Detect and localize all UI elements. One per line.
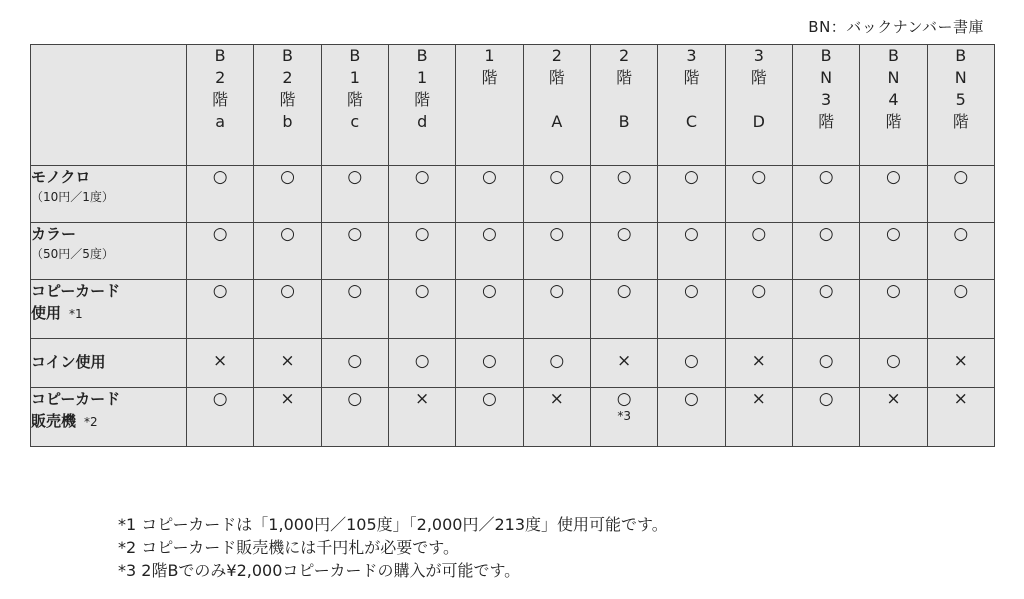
table-cell: ○ xyxy=(321,223,388,280)
column-header-b1d: B 1 階 d xyxy=(388,45,455,166)
footnotes xyxy=(118,513,668,582)
table-cell: ○ xyxy=(456,280,523,339)
table-cell: ○ xyxy=(792,166,859,223)
row-label-color: カラー （50円／5度） xyxy=(31,223,187,280)
copy-service-table xyxy=(30,44,995,447)
table-cell: ○ xyxy=(388,280,455,339)
column-header-b1c: B 1 階 c xyxy=(321,45,388,166)
row-card-vending-machine xyxy=(31,388,995,447)
header-row xyxy=(31,45,995,166)
table-cell: ○ xyxy=(321,388,388,447)
table-cell: ○ xyxy=(792,388,859,447)
corner-cell xyxy=(31,45,187,166)
table-cell: ○ xyxy=(523,339,590,388)
legend-bn: BN：バックナンバー書庫 xyxy=(808,18,984,36)
row-label-card-vending-machine: コピーカード 販売機 *2 xyxy=(31,388,187,447)
table-cell: ○ xyxy=(388,223,455,280)
table-cell: ○ xyxy=(187,223,254,280)
table-cell: ○ xyxy=(658,166,725,223)
row-color xyxy=(31,223,995,280)
table-cell: ○ xyxy=(658,339,725,388)
table-cell: × xyxy=(523,388,590,447)
table-cell: × xyxy=(860,388,927,447)
table-cell: ○ xyxy=(388,339,455,388)
table-cell: ○ xyxy=(792,223,859,280)
table-cell: ○ xyxy=(456,388,523,447)
table-cell: ○ xyxy=(254,166,321,223)
column-header-3c: 3 階 C xyxy=(658,45,725,166)
table-cell: ○ xyxy=(456,339,523,388)
column-header-b2a: B 2 階 a xyxy=(187,45,254,166)
table-cell: × xyxy=(388,388,455,447)
footnote-3: *3 2階Bでのみ¥2,000コピーカードの購入が可能です。 xyxy=(118,561,521,580)
table-cell: ○ xyxy=(456,223,523,280)
table-cell: ○ xyxy=(523,166,590,223)
row-label-monochrome: モノクロ （10円／1度） xyxy=(31,166,187,223)
table-cell: × xyxy=(254,339,321,388)
table-cell: ○ xyxy=(927,280,994,339)
column-header-1f: 1 階 xyxy=(456,45,523,166)
table-cell: ○ xyxy=(388,166,455,223)
table-cell: × xyxy=(725,388,792,447)
column-header-b2b: B 2 階 b xyxy=(254,45,321,166)
cell-footnote-mark: *3 xyxy=(617,409,631,423)
table-cell: ○ xyxy=(187,166,254,223)
table-cell: ○ xyxy=(590,166,657,223)
column-header-3d: 3 階 D xyxy=(725,45,792,166)
table-cell: ○ xyxy=(187,388,254,447)
row-label-copy-card-use: コピーカード 使用 *1 xyxy=(31,280,187,339)
column-header-bn3: B N 3 階 xyxy=(792,45,859,166)
table-cell: ○ xyxy=(725,280,792,339)
table-cell: ○ xyxy=(725,223,792,280)
column-header-2b: 2 階 B xyxy=(590,45,657,166)
row-coin-use xyxy=(31,339,995,388)
table-cell: × xyxy=(725,339,792,388)
table-cell: × xyxy=(927,388,994,447)
table-cell: × xyxy=(927,339,994,388)
column-header-bn4: B N 4 階 xyxy=(860,45,927,166)
cell-value: ○ xyxy=(616,389,632,409)
column-header-bn5: B N 5 階 xyxy=(927,45,994,166)
table-cell: ○ xyxy=(658,223,725,280)
table-cell: ○ xyxy=(321,280,388,339)
table-cell: ○ xyxy=(187,280,254,339)
table-cell: ○ xyxy=(658,280,725,339)
table-cell: ○ xyxy=(792,280,859,339)
table-cell: ○ xyxy=(860,166,927,223)
column-header-2a: 2 階 A xyxy=(523,45,590,166)
table-cell: ○ xyxy=(321,339,388,388)
table-cell: ○ xyxy=(860,280,927,339)
table-cell: × xyxy=(254,388,321,447)
table-cell: ○ xyxy=(523,280,590,339)
table-cell: ○ xyxy=(725,166,792,223)
table-cell: ○ xyxy=(590,223,657,280)
table-cell xyxy=(590,388,657,447)
table-cell: ○ xyxy=(321,166,388,223)
footnote-2: *2 コピーカード販売機には千円札が必要です。 xyxy=(118,538,460,557)
table-cell: ○ xyxy=(456,166,523,223)
table-cell: ○ xyxy=(658,388,725,447)
table-cell: ○ xyxy=(927,166,994,223)
table-cell: ○ xyxy=(860,339,927,388)
row-monochrome xyxy=(31,166,995,223)
table-cell: × xyxy=(187,339,254,388)
row-label-coin-use: コイン使用 xyxy=(31,339,187,388)
table-cell: ○ xyxy=(860,223,927,280)
table-cell: ○ xyxy=(590,280,657,339)
table-cell: ○ xyxy=(254,223,321,280)
footnote-1: *1 コピーカードは「1,000円／105度」「2,000円／213度」使用可能です。 xyxy=(118,515,668,534)
table-cell: ○ xyxy=(523,223,590,280)
table-cell: ○ xyxy=(792,339,859,388)
table-cell: ○ xyxy=(254,280,321,339)
row-copy-card-use xyxy=(31,280,995,339)
table-cell: ○ xyxy=(927,223,994,280)
table-cell: × xyxy=(590,339,657,388)
